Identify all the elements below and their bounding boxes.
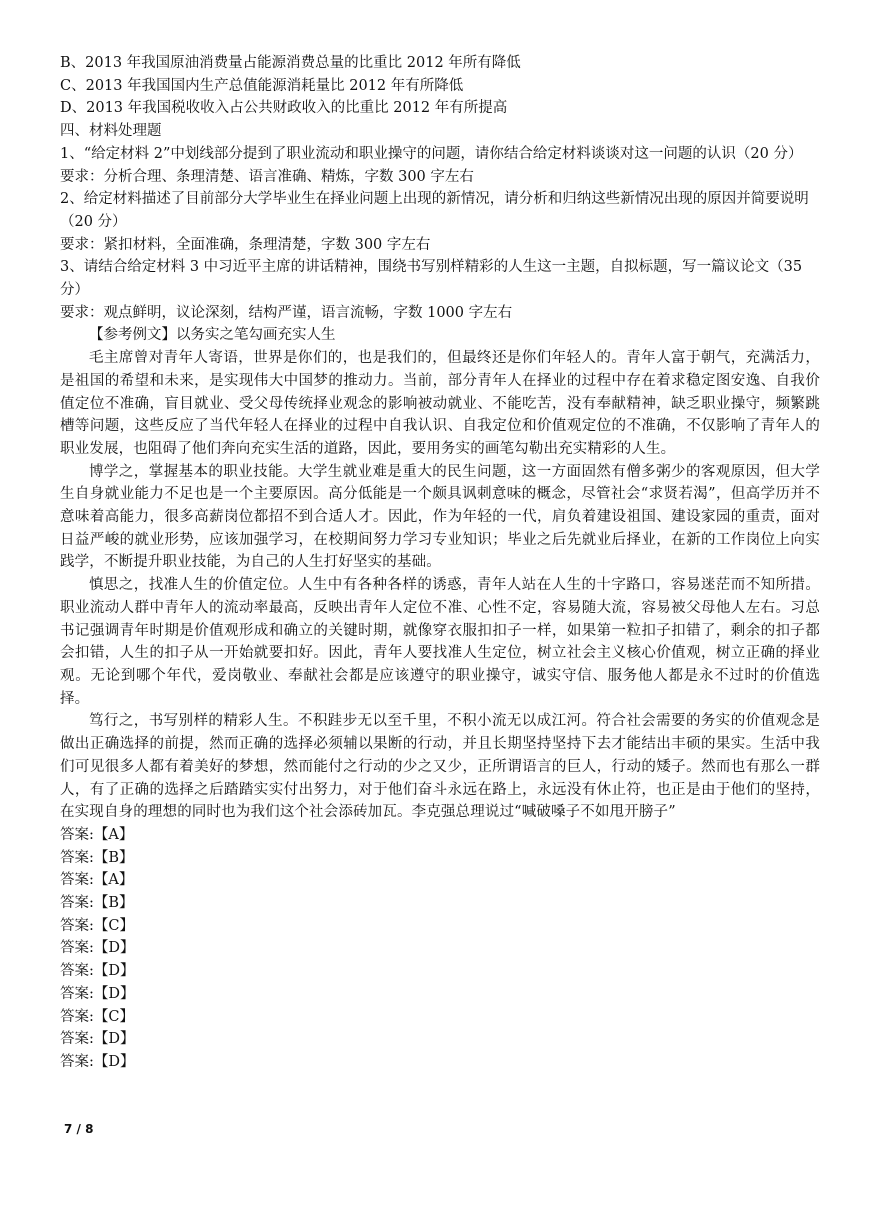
page-number: 7 / 8 <box>64 1122 94 1136</box>
option-d: D、2013 年我国税收收入占公共财政收入的比重比 2012 年有所提高 <box>60 100 508 117</box>
essay-paragraph: 博学之，掌握基本的职业技能。大学生就业难是重大的民生问题，这一方面固然有僧多粥少的客观原因，但大学生自身就业能力不足也是一个主要原因。高分低能是一个颇具讽刺意味的概念，尽管社会“求贤若渴”，但高学历并不意味着高能力，很多高薪岗位都招不到合适人才。因此，作为年轻的一代，肩负着建设祖国、建设家园的重责，面对日益严峻的就业形势，应该加强学习，在校期间努力学习专业知识；毕业之后先就业后择业，在新的工作岗位上向实践学，不断提升职业技能，为自己的人生打好坚实的基础。 <box>60 463 820 571</box>
answer-item: 答案:【A】 <box>60 872 134 889</box>
answer-item: 答案:【D】 <box>60 985 135 1002</box>
answer-item: 答案:【B】 <box>60 849 134 866</box>
essay-paragraph: 笃行之，书写别样的精彩人生。不积跬步无以至千里，不积小流无以成江河。符合社会需要的务实的价值观念是做出正确选择的前提，然而正确的选择必须辅以果断的行动，并且长期坚持坚持下去才能结出丰硕的果实。生活中我们可见很多人都有着美好的梦想，然而能付之行动的少之又少，正所谓语言的巨人，行动的矮子。然而也有那么一群人，有了正确的选择之后踏踏实实付出努力，对于他们奋斗永远在路上，永远没有休止符，也正是由于他们的坚持，在实现自身的理想的同时也为我们这个社会添砖加瓦。李克强总理说过“喊破嗓子不如甩开膀子” <box>60 713 820 821</box>
option-b: B、2013 年我国原油消费量占能源消费总量的比重比 2012 年所有降低 <box>60 55 521 71</box>
document-page <box>60 52 820 1074</box>
question-2-requirement: 要求：紧扣材料，全面准确，条理清楚，字数 300 字左右 <box>60 236 431 253</box>
answer-item: 答案:【A】 <box>60 826 134 843</box>
answer-item: 答案:【D】 <box>60 1031 135 1048</box>
answer-item: 答案:【D】 <box>60 963 135 980</box>
essay-paragraph: 毛主席曾对青年人寄语，世界是你们的，也是我们的，但最终还是你们年轻人的。青年人富于朝气，充满活力，是祖国的希望和未来，是实现伟大中国梦的推动力。当前，部分青年人在择业的过程中存在着求稳定图安逸、自我价值定位不准确，盲目就业、受父母传统择业观念的影响被动就业、不能吃苦，没有奉献精神，缺乏职业操守，频繁跳槽等问题，这些反应了当代年轻人在择业的过程中自我认识、自我定位和价值观定位的不准确，不仅影响了青年人的职业发展，也阻碍了他们奔向充实生活的道路，因此，要用务实的画笔勾勒出充实精彩的人生。 <box>60 350 820 457</box>
answer-item: 答案:【D】 <box>60 940 135 957</box>
answer-item: 答案:【D】 <box>60 1053 135 1070</box>
sample-essay-title: 【参考例文】以务实之笔勾画充实人生 <box>89 327 336 344</box>
essay-paragraph: 慎思之，找准人生的价值定位。人生中有各种各样的诱惑，青年人站在人生的十字路口，容易迷茫而不知所措。职业流动人群中青年人的流动率最高，反映出青年人定位不准、心性不定，容易随大流，容易被父母他人左右。习总书记强调青年时期是价值观形成和确立的关键时期，就像穿衣服扣扣子一样，如果第一粒扣子扣错了，剩余的扣子都会扣错，人生的扣子从一开始就要扣好。因此，青年人要找准人生定位，树立社会主义核心价值观，树立正确的择业观。无论到哪个年代，爱岗敬业、奉献社会都是应该遵守的职业操守，诚实守信、服务他人都是永不过时的价值选择。 <box>60 577 820 707</box>
option-c: C、2013 年我国国内生产总值能源消耗量比 2012 年有所降低 <box>60 77 464 94</box>
question-3-text: 3、请结合给定材料 3 中习近平主席的讲话精神，围绕书写别样精彩的人生这一主题，自拟标题，写一篇议论文（35 分） <box>60 259 803 299</box>
section-title: 四、材料处理题 <box>60 123 162 140</box>
answer-item: 答案:【C】 <box>60 917 134 934</box>
question-1-text: 1、“给定材料 2”中划线部分提到了职业流动和职业操守的问题，请你结合给定材料谈谈对这一问题的认识（20 分） <box>60 145 803 162</box>
question-1-requirement: 要求：分析合理、条理清楚、语言准确、精炼，字数 300 字左右 <box>60 168 474 185</box>
answer-item: 答案:【C】 <box>60 1008 134 1025</box>
answer-list <box>60 824 820 1074</box>
question-3-requirement: 要求：观点鲜明，议论深刻，结构严谨，语言流畅，字数 1000 字左右 <box>60 304 513 321</box>
answer-item: 答案:【B】 <box>60 895 134 912</box>
question-2-text: 2、给定材料描述了目前部分大学毕业生在择业问题上出现的新情况，请分析和归纳这些新情况出现的原因并简要说明（20 分） <box>60 191 809 230</box>
